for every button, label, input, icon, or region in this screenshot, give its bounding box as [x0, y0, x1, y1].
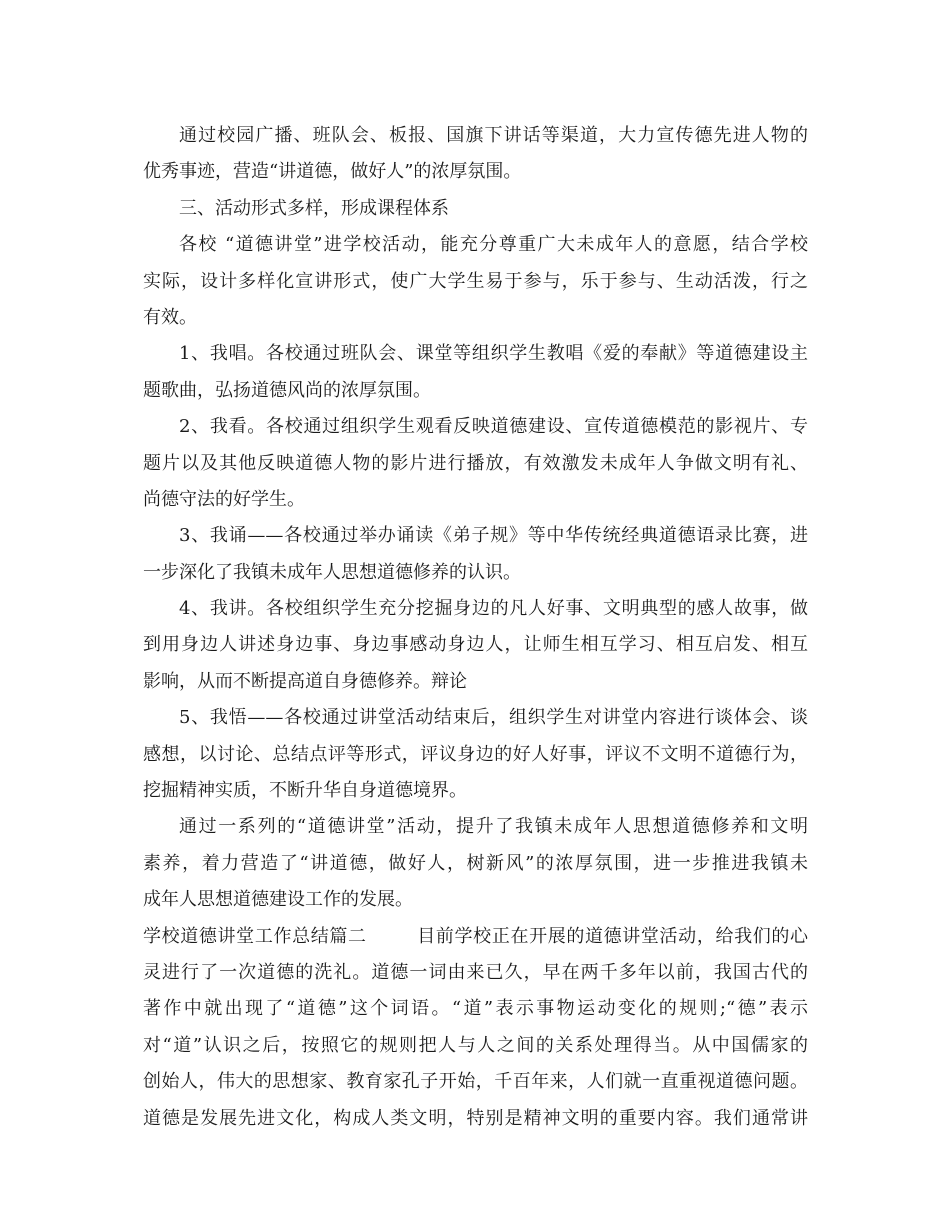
text-line: 优秀事迹，营造“讲道德，做好人”的浓厚氛围。	[143, 161, 522, 183]
text-line: 成年人思想道德建设工作的发展。	[143, 889, 413, 911]
section-lines	[143, 955, 808, 1137]
text-line: 通过一系列的“道德讲堂”活动，提升了我镇未成年人思想道德修养和文明	[179, 816, 808, 838]
text-line: 5、我悟——各校通过讲堂活动结束后，组织学生对讲堂内容进行谈体会、谈	[179, 707, 808, 729]
text-line: 三、活动形式多样，形成课程体系	[179, 197, 449, 219]
text-line: 3、我诵——各校通过举办诵读《弟子规》等中华传统经典道德语录比赛，进	[179, 525, 808, 547]
text-line: 1、我唱。各校通过班队会、课堂等组织学生教唱《爱的奉献》等道德建设主	[179, 343, 808, 365]
text-line: 创始人，伟大的思想家、教育家孔子开始，千百年来，人们就一直重视道德问题。	[143, 1071, 808, 1093]
document-body	[143, 118, 808, 1137]
text-line: 通过校园广播、班队会、板报、国旗下讲话等渠道，大力宣传德先进人物的	[179, 125, 808, 146]
section-title: 学校道德讲堂工作总结篇二	[143, 925, 367, 947]
text-line: 尚德守法的好学生。	[143, 488, 305, 510]
text-line: 影响，从而不断提高道自身德修养。辩论	[143, 670, 467, 692]
text-line: 有效。	[143, 306, 197, 328]
text-line: 道德是发展先进文化，构成人类文明，特别是精神文明的重要内容。我们通常讲	[143, 1107, 808, 1129]
section-first-line: 目前学校正在开展的道德讲堂活动，给我们的心	[416, 925, 809, 947]
text-line: 各校 “道德讲堂”进学校活动，能充分尊重广大未成年人的意愿，结合学校	[179, 234, 808, 256]
paragraph-lines	[143, 118, 808, 919]
text-line: 到用身边人讲述身边事、身边事感动身边人，让师生相互学习、相互启发、相互	[143, 634, 808, 656]
text-line: 素养，着力营造了“讲道德，做好人，树新风”的浓厚氛围，进一步推进我镇未	[143, 852, 808, 874]
text-line: 题歌曲，弘扬道德风尚的浓厚氛围。	[143, 379, 431, 401]
text-line: 2、我看。各校通过组织学生观看反映道德建设、宣传道德模范的影视片、专	[179, 416, 808, 438]
text-line: 实际，设计多样化宣讲形式，使广大学生易于参与，乐于参与、生动活泼，行之	[143, 270, 808, 292]
text-line: 对“道”认识之后，按照它的规则把人与人之间的关系处理得当。从中国儒家的	[143, 1034, 808, 1056]
text-line: 灵进行了一次道德的洗礼。道德一词由来已久，早在两千多年以前，我国古代的	[143, 961, 808, 983]
text-line: 感想，以讨论、总结点评等形式，评议身边的好人好事，评议不文明不道德行为，	[143, 743, 808, 765]
text-line: 挖掘精神实质，不断升华自身道德境界。	[143, 780, 467, 802]
text-line: 4、我讲。各校组织学生充分挖掘身边的凡人好事、文明典型的感人故事，做	[179, 598, 808, 620]
text-line: 一步深化了我镇未成年人思想道德修养的认识。	[143, 561, 521, 583]
text-line: 著作中就出现了“道德”这个词语。“道”表示事物运动变化的规则;“德”表示	[143, 998, 808, 1020]
text-line: 题片以及其他反映道德人物的影片进行播放，有效激发未成年人争做文明有礼、	[143, 452, 808, 474]
section-title-line	[143, 919, 808, 955]
